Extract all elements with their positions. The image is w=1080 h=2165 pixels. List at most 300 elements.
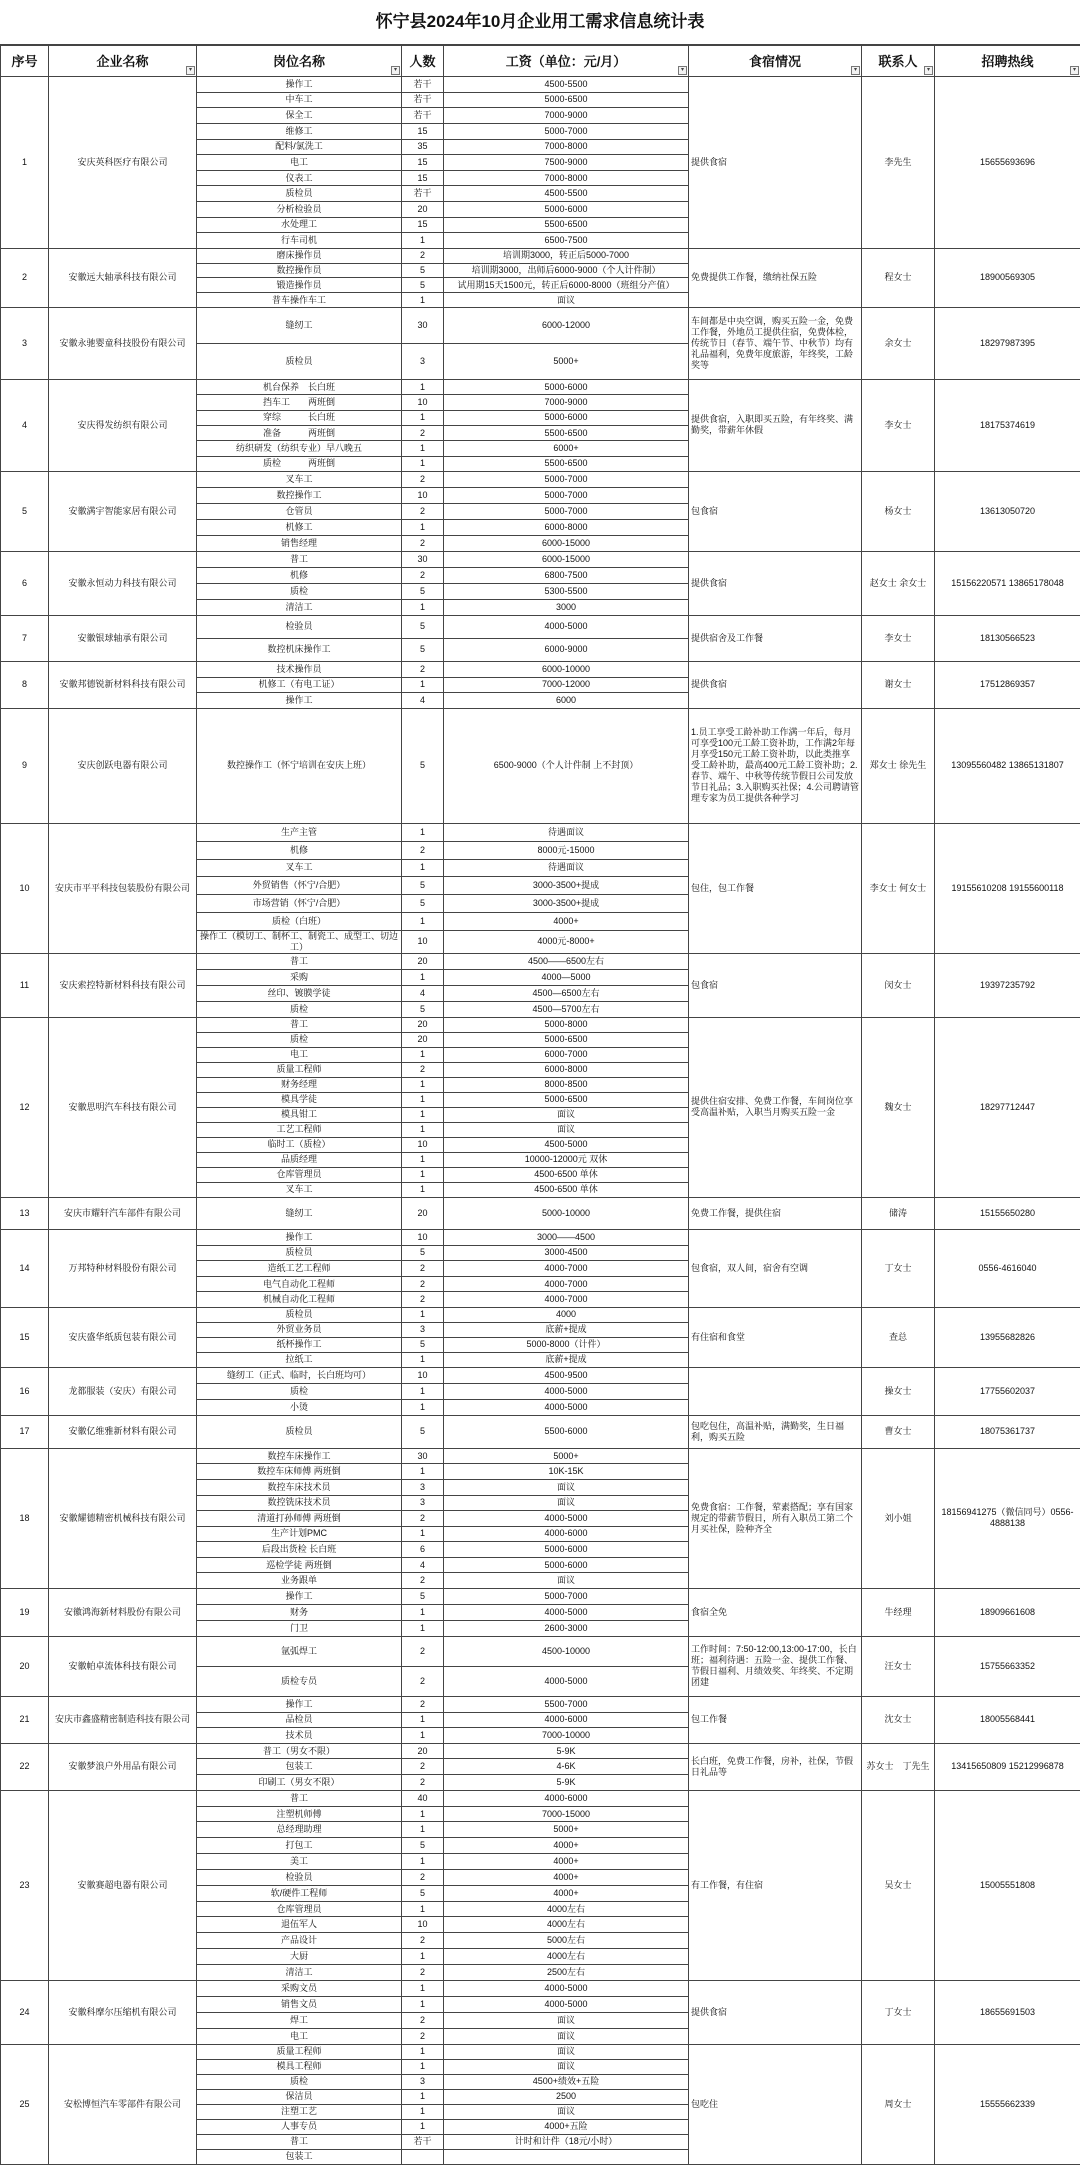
cell-hotline[interactable]: 15155650280 [935,1197,1080,1229]
cell-count[interactable]: 1 [402,1949,444,1965]
cell-count[interactable]: 15 [402,123,444,139]
cell-position[interactable]: 操作工 [197,1588,402,1604]
cell-count[interactable]: 1 [402,1383,444,1399]
cell-lodging[interactable]: 免费食宿：工作餐，荤素搭配；享有国家规定的带薪节假日，所有入职员工第二个月买社保，险种齐全 [689,1448,862,1588]
cell-salary[interactable]: 4500—5700左右 [444,1001,689,1017]
cell-position[interactable]: 普车操作车工 [197,293,402,308]
cell-position[interactable]: 数控操作工 [197,487,402,503]
cell-lodging[interactable]: 包食宿 [689,471,862,551]
cell-lodging[interactable]: 提供食宿，入职即买五险，有年终奖、满勤奖，带薪年休假 [689,379,862,471]
cell-no[interactable]: 4 [1,379,49,471]
cell-count[interactable]: 3 [402,1495,444,1511]
cell-count[interactable]: 10 [402,1229,444,1245]
cell-no[interactable]: 25 [1,2044,49,2164]
cell-position[interactable]: 质量工程师 [197,2044,402,2059]
cell-salary[interactable]: 底薪+提成 [444,1322,689,1337]
cell-position[interactable]: 仓库管理员 [197,1901,402,1917]
cell-salary[interactable]: 面议 [444,2012,689,2028]
cell-lodging[interactable]: 车间都是中央空调，购买五险一金，免费工作餐，外地员工提供住宿，免费体检，传统节日（春节、端午节、中秋节）均有礼品福利，免费年度旅游，年终奖，工龄奖等 [689,307,862,379]
cell-salary[interactable]: 4-6K [444,1759,689,1775]
cell-contact[interactable]: 丁女士 [862,1980,935,2044]
cell-company[interactable]: 安庆索控特新材料科技有限公司 [49,953,197,1017]
cell-count[interactable]: 2 [402,1276,444,1292]
cell-salary[interactable]: 3000-4500 [444,1245,689,1261]
cell-lodging[interactable]: 包食宿 [689,953,862,1017]
cell-position[interactable]: 普工 [197,1790,402,1806]
cell-contact[interactable]: 谢女士 [862,661,935,708]
cell-count[interactable]: 若干 [402,108,444,124]
filter-dropdown-icon[interactable]: ▾ [1070,66,1079,75]
cell-count[interactable]: 20 [402,953,444,969]
cell-position[interactable]: 生产主管 [197,823,402,841]
cell-salary[interactable]: 6000-7000 [444,1047,689,1062]
cell-lodging[interactable]: 长白班，免费工作餐，房补，社保，节假日礼品等 [689,1743,862,1790]
cell-contact[interactable]: 魏女士 [862,1017,935,1197]
cell-count[interactable]: 2 [402,471,444,487]
cell-count[interactable]: 5 [402,263,444,278]
cell-position[interactable]: 行车司机 [197,233,402,249]
cell-salary[interactable]: 培训期3000，转正后5000-7000 [444,248,689,263]
cell-count[interactable]: 1 [402,410,444,425]
cell-position[interactable]: 挡车工 两班倒 [197,395,402,410]
cell-salary[interactable]: 4000-7000 [444,1261,689,1277]
cell-salary[interactable]: 6000-9000 [444,638,689,661]
cell-position[interactable]: 品质经理 [197,1152,402,1167]
cell-salary[interactable]: 6000-10000 [444,661,689,677]
cell-position[interactable]: 维修工 [197,123,402,139]
cell-position[interactable]: 数控铣床技术员 [197,1495,402,1511]
cell-position[interactable]: 机修工 [197,519,402,535]
cell-salary[interactable]: 4000-7000 [444,1276,689,1292]
cell-count[interactable]: 2 [402,535,444,551]
cell-position[interactable]: 采购文员 [197,1980,402,1996]
cell-no[interactable]: 3 [1,307,49,379]
cell-position[interactable]: 丝印、镀膜学徒 [197,985,402,1001]
cell-position[interactable]: 软/硬件工程师 [197,1885,402,1901]
cell-lodging[interactable] [689,1367,862,1415]
cell-position[interactable]: 普工 [197,1017,402,1032]
cell-count[interactable]: 1 [402,1806,444,1822]
cell-salary[interactable]: 4500-6500 单休 [444,1182,689,1197]
cell-count[interactable]: 2 [402,1511,444,1527]
cell-contact[interactable]: 曹女士 [862,1415,935,1448]
filter-dropdown-icon[interactable]: ▾ [678,66,687,75]
cell-hotline[interactable]: 18175374619 [935,379,1080,471]
cell-contact[interactable]: 闵女士 [862,953,935,1017]
cell-salary[interactable]: 5000-8000（计件） [444,1337,689,1352]
cell-position[interactable]: 小烫 [197,1399,402,1415]
cell-count[interactable]: 2 [402,1062,444,1077]
cell-count[interactable]: 1 [402,233,444,249]
cell-count[interactable]: 2 [402,1696,444,1712]
cell-salary[interactable]: 5-9K [444,1775,689,1791]
cell-salary[interactable]: 4500——6500左右 [444,953,689,969]
cell-company[interactable]: 安徽邦德锐新材料科技有限公司 [49,661,197,708]
cell-position[interactable]: 打包工 [197,1838,402,1854]
cell-company[interactable]: 安徽科摩尔压缩机有限公司 [49,1980,197,2044]
cell-salary[interactable]: 5500-6500 [444,425,689,440]
cell-no[interactable]: 16 [1,1367,49,1415]
cell-salary[interactable]: 6500-7500 [444,233,689,249]
cell-hotline[interactable]: 15655693696 [935,77,1080,249]
cell-company[interactable]: 安松博恒汽车零部件有限公司 [49,2044,197,2164]
cell-position[interactable]: 锻造操作员 [197,278,402,293]
cell-salary[interactable]: 4000+ [444,1885,689,1901]
cell-count[interactable]: 2 [402,503,444,519]
cell-count[interactable]: 1 [402,1996,444,2012]
cell-lodging[interactable]: 提供食宿 [689,661,862,708]
cell-position[interactable]: 临时工（质检） [197,1137,402,1152]
cell-count[interactable]: 1 [402,2104,444,2119]
cell-position[interactable]: 注塑工艺 [197,2104,402,2119]
cell-contact[interactable]: 李女士 何女士 [862,823,935,953]
cell-count[interactable]: 2 [402,1775,444,1791]
cell-position[interactable]: 技术员 [197,1728,402,1744]
cell-count[interactable]: 2 [402,1759,444,1775]
cell-position[interactable]: 包装工 [197,2149,402,2164]
cell-contact[interactable]: 李女士 [862,615,935,661]
cell-salary[interactable]: 4000+ [444,1854,689,1870]
cell-position[interactable]: 保全工 [197,108,402,124]
cell-salary[interactable]: 4000+ [444,1838,689,1854]
cell-salary[interactable]: 5000-6000 [444,379,689,394]
cell-no[interactable]: 18 [1,1448,49,1588]
cell-salary[interactable]: 4500-9500 [444,1367,689,1383]
cell-company[interactable]: 安徽梦浪户外用品有限公司 [49,1743,197,1790]
cell-hotline[interactable]: 18005568441 [935,1696,1080,1743]
cell-company[interactable]: 安庆市平平科技包装股份有限公司 [49,823,197,953]
cell-position[interactable]: 分析检验员 [197,202,402,218]
cell-lodging[interactable]: 工作时间：7:50-12:00,13:00-17:00，长白班；福利待遇：五险一金、提供工作餐、节假日福利、月绩效奖、年终奖、不定期团建 [689,1636,862,1696]
cell-count[interactable]: 15 [402,155,444,171]
cell-salary[interactable]: 3000-3500+提成 [444,877,689,895]
cell-salary[interactable]: 6800-7500 [444,567,689,583]
cell-position[interactable]: 普工（男女不限） [197,1743,402,1759]
cell-count[interactable]: 1 [402,1526,444,1542]
cell-position[interactable]: 外贸业务员 [197,1322,402,1337]
cell-count[interactable]: 10 [402,395,444,410]
cell-contact[interactable]: 苏女士 丁先生 [862,1743,935,1790]
cell-count[interactable]: 10 [402,487,444,503]
cell-count[interactable]: 2 [402,1964,444,1980]
cell-company[interactable]: 安庆英科医疗有限公司 [49,77,197,249]
cell-no[interactable]: 10 [1,823,49,953]
cell-salary[interactable]: 4000-5000 [444,615,689,638]
cell-count[interactable]: 2 [402,567,444,583]
cell-salary[interactable]: 面议 [444,2044,689,2059]
cell-position[interactable]: 仓库管理员 [197,1167,402,1182]
cell-hotline[interactable]: 19155610208 19155600118 [935,823,1080,953]
cell-no[interactable]: 14 [1,1229,49,1307]
cell-count[interactable]: 5 [402,1245,444,1261]
cell-no[interactable]: 19 [1,1588,49,1636]
cell-position[interactable]: 机修工（有电工证） [197,677,402,693]
cell-position[interactable]: 电工 [197,1047,402,1062]
cell-hotline[interactable]: 15755663352 [935,1636,1080,1696]
cell-position[interactable]: 财务 [197,1604,402,1620]
cell-contact[interactable]: 赵女士 余女士 [862,551,935,615]
cell-position[interactable]: 缝纫工（正式、临时，长白班均可） [197,1367,402,1383]
cell-salary[interactable]: 3000-3500+提成 [444,895,689,913]
cell-position[interactable]: 焊工 [197,2012,402,2028]
cell-salary[interactable]: 5500-6500 [444,217,689,233]
cell-position[interactable]: 拉纸工 [197,1352,402,1367]
cell-position[interactable]: 操作工 [197,1229,402,1245]
cell-position[interactable]: 生产计划PMC [197,1526,402,1542]
cell-salary[interactable]: 7000-8000 [444,170,689,186]
cell-salary[interactable]: 4000元-8000+ [444,930,689,953]
cell-salary[interactable]: 5000-8000 [444,1017,689,1032]
cell-no[interactable]: 9 [1,708,49,823]
cell-position[interactable]: 准备 两班倒 [197,425,402,440]
cell-contact[interactable]: 刘小姐 [862,1448,935,1588]
cell-hotline[interactable]: 18156941275（微信同号）0556-4888138 [935,1448,1080,1588]
cell-count[interactable]: 1 [402,913,444,931]
cell-lodging[interactable]: 包吃住 [689,2044,862,2164]
cell-position[interactable]: 质检员 [197,1415,402,1448]
cell-salary[interactable]: 5000-7000 [444,503,689,519]
cell-position[interactable]: 机修 [197,567,402,583]
cell-no[interactable]: 5 [1,471,49,551]
cell-position[interactable]: 模具学徒 [197,1092,402,1107]
cell-salary[interactable]: 4000-5000 [444,1980,689,1996]
cell-salary[interactable]: 5000-6500 [444,1092,689,1107]
cell-hotline[interactable]: 15156220571 13865178048 [935,551,1080,615]
cell-salary[interactable]: 面议 [444,1495,689,1511]
cell-count[interactable]: 30 [402,551,444,567]
cell-hotline[interactable]: 18655691503 [935,1980,1080,2044]
cell-salary[interactable]: 4500-6500 单休 [444,1167,689,1182]
cell-count[interactable]: 1 [402,1092,444,1107]
cell-count[interactable]: 3 [402,343,444,379]
cell-salary[interactable] [444,2149,689,2164]
cell-hotline[interactable]: 18909661608 [935,1588,1080,1636]
cell-contact[interactable]: 操女士 [862,1367,935,1415]
cell-salary[interactable]: 4000左右 [444,1901,689,1917]
cell-position[interactable]: 质检（白班） [197,913,402,931]
cell-count[interactable] [402,2149,444,2164]
cell-count[interactable]: 5 [402,278,444,293]
cell-lodging[interactable]: 包食宿，双人间，宿舍有空调 [689,1229,862,1307]
cell-count[interactable]: 5 [402,708,444,823]
cell-count[interactable]: 2 [402,661,444,677]
cell-salary[interactable]: 计时和计件（18元/小时） [444,2134,689,2149]
cell-position[interactable]: 操作工 [197,1696,402,1712]
cell-company[interactable]: 安徽银球轴承有限公司 [49,615,197,661]
cell-position[interactable]: 质检员 [197,186,402,202]
cell-count[interactable]: 5 [402,895,444,913]
cell-no[interactable]: 6 [1,551,49,615]
cell-lodging[interactable]: 包住，包工作餐 [689,823,862,953]
cell-position[interactable]: 普工 [197,551,402,567]
cell-count[interactable]: 2 [402,1292,444,1308]
cell-count[interactable]: 1 [402,1167,444,1182]
cell-salary[interactable]: 底薪+提成 [444,1352,689,1367]
cell-salary[interactable]: 5000+ [444,1822,689,1838]
filter-dropdown-icon[interactable]: ▾ [924,66,933,75]
cell-salary[interactable]: 5000左右 [444,1933,689,1949]
cell-salary[interactable]: 5500-7000 [444,1696,689,1712]
cell-hotline[interactable]: 17755602037 [935,1367,1080,1415]
cell-hotline[interactable]: 15555662339 [935,2044,1080,2164]
cell-count[interactable]: 20 [402,1197,444,1229]
cell-position[interactable]: 印刷工（男女不限） [197,1775,402,1791]
cell-salary[interactable]: 5000-6500 [444,1032,689,1047]
cell-count[interactable]: 2 [402,1261,444,1277]
cell-count[interactable]: 2 [402,248,444,263]
cell-count[interactable]: 1 [402,859,444,877]
cell-position[interactable]: 机台保养 长白班 [197,379,402,394]
cell-position[interactable]: 叉车工 [197,859,402,877]
cell-salary[interactable]: 6000-15000 [444,551,689,567]
cell-count[interactable]: 4 [402,1557,444,1573]
cell-contact[interactable]: 牛经理 [862,1588,935,1636]
cell-position[interactable]: 质检 [197,583,402,599]
cell-position[interactable]: 技术操作员 [197,661,402,677]
cell-position[interactable]: 缝纫工 [197,1197,402,1229]
cell-salary[interactable]: 6000-8000 [444,1062,689,1077]
cell-count[interactable]: 1 [402,1822,444,1838]
cell-salary[interactable]: 4000+ [444,913,689,931]
cell-salary[interactable]: 6000-8000 [444,519,689,535]
cell-salary[interactable]: 面议 [444,293,689,308]
cell-position[interactable]: 数控车床师傅 两班倒 [197,1464,402,1480]
cell-count[interactable]: 1 [402,1464,444,1480]
cell-salary[interactable]: 5000-6000 [444,410,689,425]
cell-salary[interactable]: 面议 [444,1122,689,1137]
cell-count[interactable]: 20 [402,1017,444,1032]
cell-no[interactable]: 20 [1,1636,49,1696]
cell-count[interactable]: 1 [402,441,444,456]
cell-position[interactable]: 纸杯操作工 [197,1337,402,1352]
cell-hotline[interactable]: 13613050720 [935,471,1080,551]
cell-salary[interactable]: 4500-10000 [444,1636,689,1666]
cell-position[interactable]: 检验员 [197,1869,402,1885]
cell-salary[interactable]: 5000+ [444,343,689,379]
cell-no[interactable]: 23 [1,1790,49,1980]
cell-salary[interactable]: 4000-6000 [444,1526,689,1542]
cell-count[interactable]: 1 [402,1182,444,1197]
cell-salary[interactable]: 7000-9000 [444,108,689,124]
cell-count[interactable]: 10 [402,930,444,953]
cell-salary[interactable]: 5000-7000 [444,1588,689,1604]
cell-position[interactable]: 质检员 [197,1307,402,1322]
cell-position[interactable]: 机修 [197,841,402,859]
cell-company[interactable]: 安徽思明汽车科技有限公司 [49,1017,197,1197]
cell-company[interactable]: 安徽亿维雅新材料有限公司 [49,1415,197,1448]
cell-count[interactable]: 5 [402,583,444,599]
cell-salary[interactable]: 面议 [444,2028,689,2044]
cell-position[interactable]: 业务跟单 [197,1573,402,1589]
cell-position[interactable]: 质检 [197,1383,402,1399]
cell-count[interactable]: 5 [402,638,444,661]
cell-salary[interactable]: 5500-6500 [444,456,689,471]
cell-salary[interactable]: 7000-12000 [444,677,689,693]
cell-hotline[interactable]: 0556-4616040 [935,1229,1080,1307]
cell-company[interactable]: 安庆得发纺织有限公司 [49,379,197,471]
cell-count[interactable]: 1 [402,379,444,394]
cell-salary[interactable]: 7000-10000 [444,1728,689,1744]
cell-count[interactable]: 若干 [402,77,444,93]
cell-salary[interactable]: 待遇面议 [444,823,689,841]
cell-count[interactable]: 30 [402,1448,444,1464]
cell-count[interactable]: 若干 [402,186,444,202]
cell-position[interactable]: 机械自动化工程师 [197,1292,402,1308]
cell-count[interactable]: 4 [402,985,444,1001]
cell-salary[interactable]: 5-9K [444,1743,689,1759]
cell-position[interactable]: 水处理工 [197,217,402,233]
cell-hotline[interactable]: 18075361737 [935,1415,1080,1448]
cell-hotline[interactable]: 13955682826 [935,1307,1080,1367]
cell-count[interactable]: 5 [402,1588,444,1604]
cell-salary[interactable]: 4000—5000 [444,969,689,985]
cell-salary[interactable]: 7000-8000 [444,139,689,155]
cell-salary[interactable]: 4500-5500 [444,77,689,93]
cell-salary[interactable]: 4000 [444,1307,689,1322]
filter-dropdown-icon[interactable]: ▾ [391,66,400,75]
cell-position[interactable]: 清洁工 [197,599,402,615]
cell-salary[interactable]: 4500-5000 [444,1137,689,1152]
cell-no[interactable]: 2 [1,248,49,307]
cell-position[interactable]: 穿综 长白班 [197,410,402,425]
cell-salary[interactable]: 6500-9000（个人计件制 上不封顶） [444,708,689,823]
cell-position[interactable]: 质检员 [197,343,402,379]
cell-salary[interactable]: 10000-12000元 双休 [444,1152,689,1167]
cell-count[interactable]: 2 [402,1933,444,1949]
cell-salary[interactable]: 5300-5500 [444,583,689,599]
cell-count[interactable]: 2 [402,1636,444,1666]
cell-position[interactable]: 退伍军人 [197,1917,402,1933]
cell-position[interactable]: 包装工 [197,1759,402,1775]
cell-count[interactable]: 10 [402,1917,444,1933]
cell-position[interactable]: 仪表工 [197,170,402,186]
cell-count[interactable]: 1 [402,1620,444,1636]
cell-position[interactable]: 叉车工 [197,471,402,487]
cell-count[interactable]: 1 [402,1399,444,1415]
cell-position[interactable]: 质检 [197,1001,402,1017]
cell-position[interactable]: 质检 [197,1032,402,1047]
cell-position[interactable]: 操作工（模切工、制杯工、制瓷工、成型工、切边工） [197,930,402,953]
cell-salary[interactable]: 培训期3000，出师后6000-9000（个人计件制） [444,263,689,278]
cell-count[interactable]: 若干 [402,92,444,108]
cell-company[interactable]: 万邦特种材料股份有限公司 [49,1229,197,1307]
cell-company[interactable]: 安徽帕卓流体科技有限公司 [49,1636,197,1696]
cell-lodging[interactable]: 免费工作餐，提供住宿 [689,1197,862,1229]
cell-company[interactable]: 龙都服装（安庆）有限公司 [49,1367,197,1415]
cell-salary[interactable]: 4000-6000 [444,1790,689,1806]
cell-salary[interactable]: 5000-7000 [444,487,689,503]
cell-count[interactable]: 1 [402,823,444,841]
cell-position[interactable]: 检验员 [197,615,402,638]
cell-lodging[interactable]: 食宿全免 [689,1588,862,1636]
cell-count[interactable]: 3 [402,2074,444,2089]
cell-hotline[interactable]: 18297712447 [935,1017,1080,1197]
cell-count[interactable]: 6 [402,1542,444,1558]
cell-count[interactable]: 2 [402,841,444,859]
cell-no[interactable]: 12 [1,1017,49,1197]
cell-salary[interactable]: 5000-6000 [444,202,689,218]
cell-company[interactable]: 安庆创跃电器有限公司 [49,708,197,823]
cell-count[interactable]: 30 [402,307,444,343]
cell-position[interactable]: 造纸工艺工程师 [197,1261,402,1277]
cell-count[interactable]: 20 [402,202,444,218]
cell-company[interactable]: 安徽赛超电器有限公司 [49,1790,197,1980]
filter-dropdown-icon[interactable]: ▾ [851,66,860,75]
cell-lodging[interactable]: 提供食宿 [689,551,862,615]
cell-company[interactable]: 安徽满宇智能家居有限公司 [49,471,197,551]
cell-count[interactable]: 2 [402,1573,444,1589]
cell-contact[interactable]: 李女士 [862,379,935,471]
